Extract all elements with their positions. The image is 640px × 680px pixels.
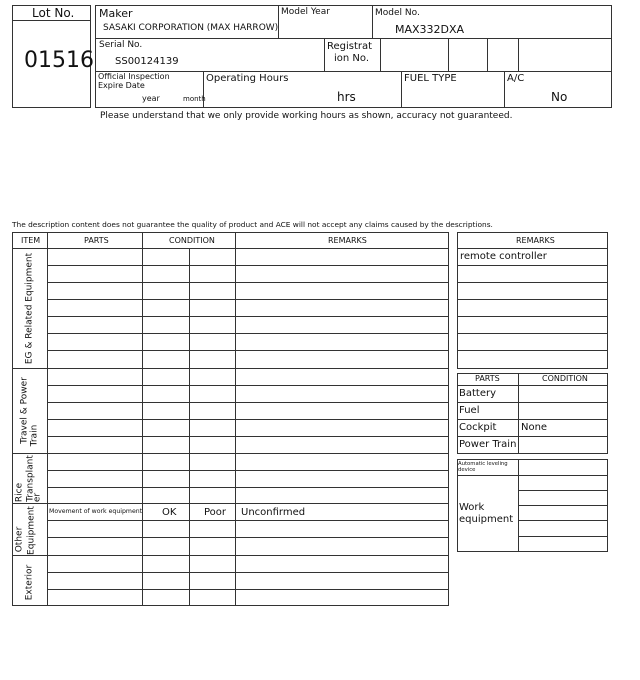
lot-label: Lot No. xyxy=(32,6,75,20)
remarks-row-line xyxy=(457,299,608,300)
section-line xyxy=(12,555,449,556)
section-line xyxy=(12,368,449,369)
table-header-line xyxy=(12,248,449,249)
lot-number: 01516 xyxy=(24,48,94,73)
row-line xyxy=(47,520,449,521)
section-rice-label-2: Transplant xyxy=(25,455,36,502)
info-col-line xyxy=(324,38,325,71)
work-movement-ok: OK xyxy=(162,507,177,518)
inspection-label: Official Inspection xyxy=(98,72,170,81)
work-equipment-line xyxy=(518,490,608,491)
hours-notice: Please understand that we only provide working hours as shown, accuracy not guaranteed. xyxy=(100,111,513,121)
year-label: year xyxy=(142,94,160,103)
remarks-first-row: remote controller xyxy=(460,251,547,262)
work-equipment-line xyxy=(518,505,608,506)
info-col-line xyxy=(278,5,279,38)
inspection-label-2: Expire Date xyxy=(98,81,145,90)
work-movement-poor: Poor xyxy=(204,507,227,518)
remarks-row-line xyxy=(457,333,608,334)
fuel-type-label: FUEL TYPE xyxy=(404,73,457,84)
registration-label: Registrat xyxy=(327,41,373,52)
row-line xyxy=(47,436,449,437)
row-line xyxy=(47,537,449,538)
info-col-line xyxy=(372,5,373,38)
fuel-label: Fuel xyxy=(459,405,480,416)
power-train-label: Power Train xyxy=(459,439,517,450)
model-no-label: Model No. xyxy=(375,8,420,18)
row-line xyxy=(47,299,449,300)
section-eg-label: EG & Related Equipment xyxy=(24,252,35,365)
row-line xyxy=(47,282,449,283)
parts-condition-header-line xyxy=(457,385,608,386)
info-row-line-1 xyxy=(95,38,612,39)
work-equipment-line xyxy=(457,475,608,476)
work-movement-part: Movement of work equipment xyxy=(49,508,143,515)
work-equipment-label: Work xyxy=(459,502,485,513)
parts-condition-row-line xyxy=(457,436,608,437)
info-col-line xyxy=(401,71,402,108)
auto-leveling-label: Automatic leveling xyxy=(458,461,508,467)
remarks-header: REMARKS xyxy=(328,236,367,245)
remarks-header-line xyxy=(457,248,608,249)
registration-label-2: ion No. xyxy=(334,53,370,64)
maker-label: Maker xyxy=(99,7,133,20)
section-other-label: Other xyxy=(14,526,25,553)
ac-value: No xyxy=(551,90,568,104)
remarks-row-line xyxy=(457,350,608,351)
disclaimer: The description content does not guarantee the quality of product and ACE will not accept any claims caused by the descriptions. xyxy=(12,220,493,229)
item-header: ITEM xyxy=(21,236,41,245)
remarks-row-line xyxy=(457,282,608,283)
row-line xyxy=(47,419,449,420)
serial-value: SS00124139 xyxy=(115,56,179,67)
section-travel-label: Travel & Power xyxy=(19,377,30,444)
section-travel-label-2: Train xyxy=(29,424,40,447)
info-row-line-2 xyxy=(95,71,612,72)
parts-condition-row-line xyxy=(457,419,608,420)
work-equipment-label-2: equipment xyxy=(459,514,514,525)
row-line xyxy=(47,350,449,351)
info-col-line xyxy=(448,38,449,71)
row-line xyxy=(47,572,449,573)
work-movement-remark: Unconfirmed xyxy=(241,507,306,518)
ac-label: A/C xyxy=(507,73,525,84)
pc-parts-header: PARTS xyxy=(475,374,500,383)
right-remarks-header: REMARKS xyxy=(516,236,555,245)
month-label: month xyxy=(183,95,206,103)
section-line xyxy=(12,453,449,454)
condition-header: CONDITION xyxy=(169,236,215,245)
parts-condition-row-line xyxy=(457,402,608,403)
parts-header: PARTS xyxy=(84,236,109,245)
table-col-line xyxy=(189,248,190,606)
row-line xyxy=(47,333,449,334)
cockpit-condition: None xyxy=(521,422,548,433)
model-year-label: Model Year xyxy=(281,7,330,17)
lot-divider xyxy=(12,20,91,21)
row-line xyxy=(47,487,449,488)
section-rice-label-3: er xyxy=(32,492,43,503)
row-line xyxy=(47,402,449,403)
battery-label: Battery xyxy=(459,388,497,399)
work-equipment-line xyxy=(518,536,608,537)
cockpit-label: Cockpit xyxy=(459,422,497,433)
serial-label: Serial No. xyxy=(99,40,143,50)
row-line xyxy=(47,470,449,471)
remarks-row-line xyxy=(457,265,608,266)
section-line xyxy=(12,503,449,504)
section-rice-label: Rice xyxy=(14,482,25,503)
row-line xyxy=(47,385,449,386)
section-other-label-2: Equipment xyxy=(26,506,37,555)
work-equipment-line xyxy=(518,520,608,521)
row-line xyxy=(47,589,449,590)
hours-unit: hrs xyxy=(337,90,356,104)
info-col-line xyxy=(504,71,505,108)
row-line xyxy=(47,316,449,317)
remarks-row-line xyxy=(457,316,608,317)
section-exterior-label: Exterior xyxy=(24,564,35,601)
info-col-line xyxy=(380,38,381,71)
info-col-line xyxy=(518,38,519,71)
auto-leveling-label-2: device xyxy=(458,467,476,473)
info-col-line xyxy=(487,38,488,71)
row-line xyxy=(47,265,449,266)
maker-value: SASAKI CORPORATION (MAX HARROW) xyxy=(103,23,279,33)
hours-label: Operating Hours xyxy=(206,73,289,84)
model-no-value: MAX332DXA xyxy=(395,23,465,36)
pc-condition-header: CONDITION xyxy=(542,374,588,383)
